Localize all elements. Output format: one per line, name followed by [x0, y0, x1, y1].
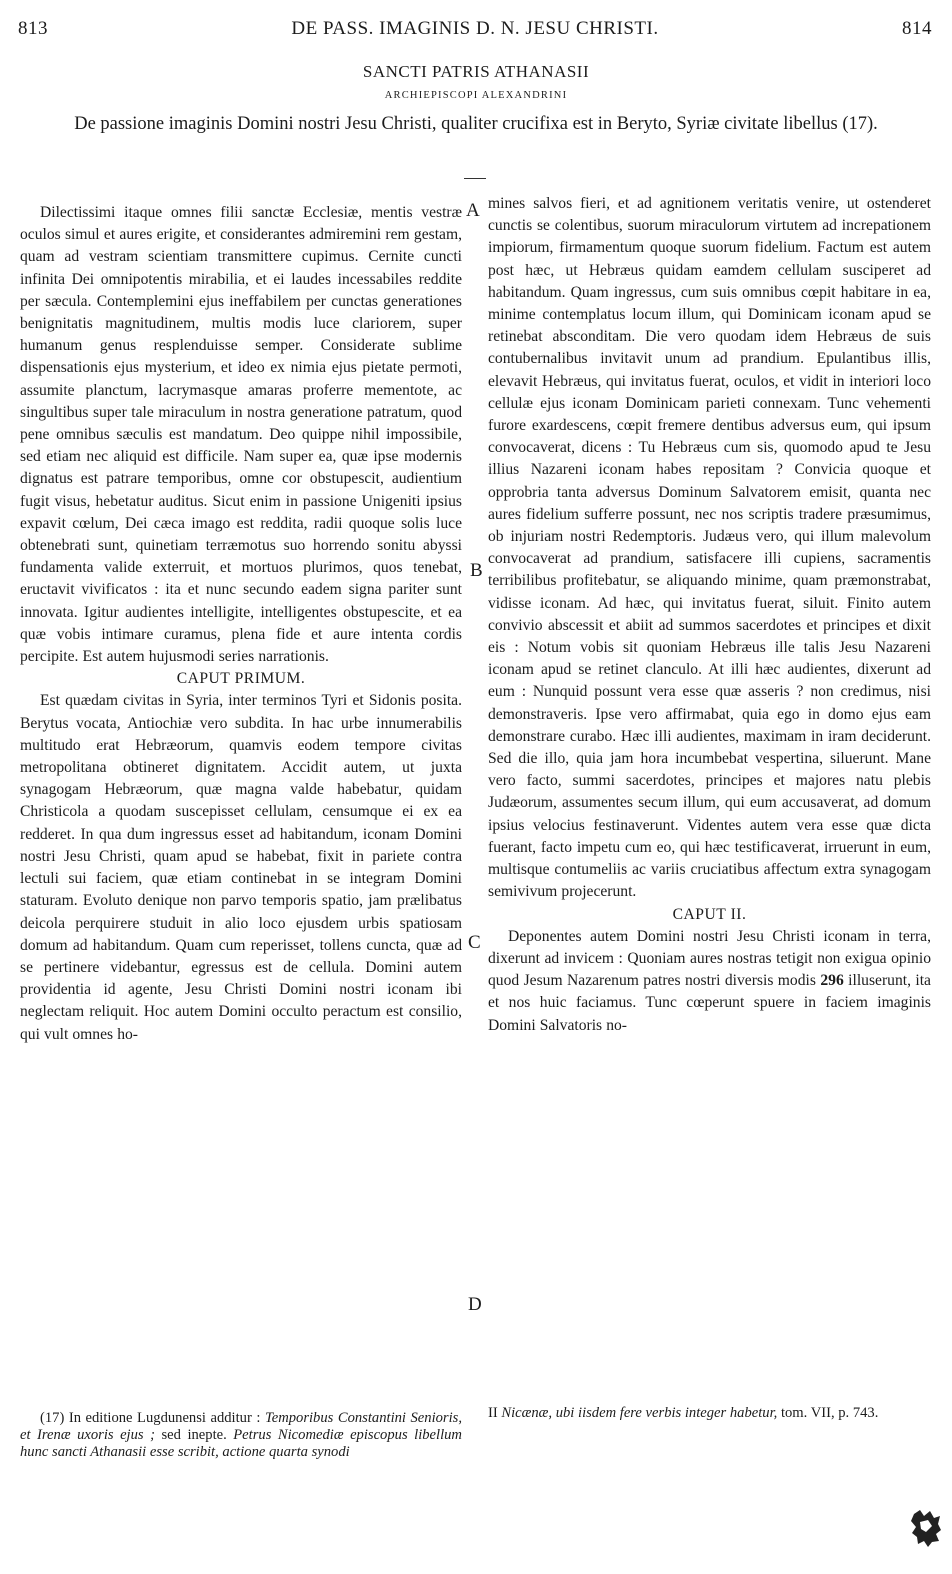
footnote-italic-2: Petrus Nicomediæ episcopus libellum hunc sancti Athanasii esse scribit, actione quarta synodi — [20, 1427, 462, 1460]
margin-marker-b: B — [470, 560, 483, 581]
footnote-italic-1: Temporibus Constantini Senioris, et Irenæ uxoris ejus ; — [20, 1410, 462, 1443]
running-title: DE PASS. IMAGINIS D. N. JESU CHRISTI. — [291, 18, 659, 39]
margin-marker-d: D — [468, 1294, 482, 1315]
footnote-continuation — [488, 1405, 931, 1422]
chapter-heading-1: CAPUT PRIMUM. — [176, 670, 306, 688]
intro-paragraph: Dilectissimi itaque omnes filii sanctæ Ecclesiæ, mentis vestræ oculos simul et aures erigite, et considerantes admiremini rem gestam, quam ad vestram scientiam transmittere cupimus. Cernite cuncti infinita Dei omnipotentis mirabilia, et ei laudes incessabiles reddite per sæcula. Contemplemini ejus ineffabilem per cunctas generationes benignitatis magnitudinem, multis modis luce clariorem, super humanum genus resplenduisse semper. Considerate sublime dispensationis ejus mysterium, et ideo ex nimia ejus pietate permoti, assumite planctum, lacrymasque amaras proferre mementote, ac singultibus super tale miraculum in nostra generatione patratum, quod pene omnibus sæculis est mandatum. Deo quippe nihil impossibile, sed etiam nec aliquid est difficile. Nam super ea, quæ ipse modernis dignatus est patrare temporibus, omne cor obstupescit, audientium fugit visus, hebetatur auditus. Sicut enim in passione Unigeniti ipsius expavit cœlum, Dei cæca imago est reddita, radii quoque solis luce obtenebrati sunt, quinetiam terræmotus suo horrendo sonitu abyssi fundamenta valide exterruit, et mortuos plurimos, quos tenebat, eructavit vivificatos : ita et nunc secundo eadem signa pariter sunt innovata. Igitur audientes intelligite, intelligentes obstupescite, et ea quæ vobis intimare curamus, plena fide et aure intenta cordis percipite. Est autem hujusmodi series narrationis. — [20, 204, 462, 666]
author-line: SANCTI PATRIS ATHANASII — [362, 62, 590, 81]
printer-ornament-icon — [910, 1508, 942, 1548]
footnote-mid: sed inepte. — [161, 1427, 227, 1443]
footnote-tail: tom. VII, p. 743. — [780, 1405, 879, 1421]
continuation-paragraph: mines salvos fieri, et ad agnitionem veritatis venire, ut ostenderet cunctis se colentibus, suorum miraculorum virtutem ad increpationem impiorum, firmamentum quoque suorum fidelium. Factum est autem post hæc, ut Hebræus quidam eamdem cellulam susciperet ad habitandum. Quam ingressus, cum suis omnibus cœpit habitare in ea, minime contemplatus locum illum, qui Dominicam iconam apud se retinebat absconditam. Die vero quodam idem Hebræus de suis contubernalibus invitavit unum ad prandium. Epulantibus illis, elevavit Hebræus, qui invitatus fuerat, oculos, et vidit in interiori loco cellulæ ejus iconam Dominicam parieti connexam. Tunc vehementi furore exardescens, cœpit fremere dentibus adversus eum, qui ipsum convocaverat, dicens : Tu Hebræus cum sis, quomodo apud te Jesu illius Nazareni iconam habes repositam ? Convicia quoque et opprobria tanta adversus Dominum Salvatorem emisit, quanta nec aures fidelium sufferre possunt, nec nos scriptis tradere præsumimus, ob injuriam nostri Redemptoris. Judæus vero, qui illum malevolum convocaverat ad prandium, satisfacere illi cupiens, sacramentis terribilibus profitebatur, se aliquando minime, quam præmonstrabat, vidisse iconam. Ad hæc, qui invitatus fuerat, siluit. Finito autem convivio abscessit et abiit ad summos sacerdotes et principes et dixit eis : Notum vobis sit quoniam Hebræus ille talis Jesu Nazareni iconam apud se retinet clanculo. At illi hæc audientes, dixerunt ad eum : Nunquid possunt vera esse quæ asseris ? non credimus, nisi demonstraveris. Ipse vero affirmabat, quia ego in domo ejus eam demonstrare curabo. Hæc illi audientes, maximam in iram deciderunt. Sed die illo, quia jam hora incumbebat vespertina, siluerunt. Mane vero facto, summi sacerdotes, principes et majores natu plebis Judæorum, assumentes secum illum, qui eum accusaverat, ad domum ipsius velocius festinaverunt. Videntes autem vera esse quæ dicta fuerant, facto impetu cum eo, qui hæc testificaverat, irruerunt in eum, multisque contumeliis ac variis cruciatibus affectum extra synagogam semivivum projecerunt. — [488, 195, 931, 901]
chapter-1-paragraph: Est quædam civitas in Syria, inter terminos Tyri et Sidonis posita. Berytus vocata, Antiochiæ vero subdita. In hac urbe innumerabilis multitudo erat Hebræorum, quamvis eodem tempore civitas metropolitana obtineret dignitatem. Accidit autem, ut juxta synagogam Hebræorum, quæ magna valde habebatur, quidam Christicola a quodam suscepisset cellulam, censumque ei ex ea redderet. In qua dum ingressus esset ad habitandum, iconam Domini nostri Jesu Christi, quam apud se habebat, fixit in pariete contra lectuli sui faciem, quæ etiam continebat in se integram Domini staturam. Evoluto denique non parvo temporis spatio, jam prælibatus deicola perquirere studuit in alio loco ejusdem urbis spatiosam domum ad habitandum. Quam cum reperisset, tollens cuncta, quæ ad se pertinere videbantur, egressus est de cellula. Domini autem providentia id agente, Jesu Christi Domini nostri iconam ibi neglectam reliquit. Hoc autem Domini occulto peractum est consilio, qui vult omnes ho- — [20, 692, 462, 1043]
footnote-left — [20, 1410, 462, 1461]
work-title: De passione imaginis Domini nostri Jesu Christi, qualiter crucifixa est in Beryto, Syriæ civitate libellus (17). — [74, 114, 878, 134]
author-title-line: ARCHIEPISCOPI ALEXANDRINI — [384, 90, 568, 101]
left-column — [20, 202, 462, 1046]
footnote-italic-3: Nicænæ, ubi iisdem fere verbis integer habetur, — [501, 1405, 778, 1421]
page-number-left: 813 — [18, 18, 48, 39]
footnote-right — [488, 1405, 931, 1422]
footnote-17 — [20, 1410, 462, 1461]
chapter-2-text-b: illuserunt, ita et nos huic faciamus. Tunc cœperunt spuere in faciem imaginis Domini Salvatoris no- — [488, 972, 931, 1034]
footnote-lead: (17) In editione Lugdunensi additur : — [40, 1410, 261, 1426]
right-column — [488, 193, 931, 1037]
title-divider — [464, 178, 486, 179]
chapter-2-paragraph — [488, 926, 931, 1037]
running-head — [18, 18, 932, 48]
inline-page-number: 296 — [820, 972, 844, 990]
chapter-2-text-a: Deponentes autem Domini nostri Jesu Christi iconam in terra, dixerunt ad invicem : Quoniam aures nostras tetigit non exigua opinio quod Jesum Nazarenum patres nostri diversis modis — [488, 927, 931, 990]
margin-marker-a: A — [466, 200, 480, 221]
page-number-right: 814 — [902, 18, 932, 39]
chapter-heading-2: CAPUT II. — [672, 905, 747, 923]
margin-marker-c: C — [468, 932, 481, 953]
footnote-roman: II — [488, 1405, 498, 1421]
